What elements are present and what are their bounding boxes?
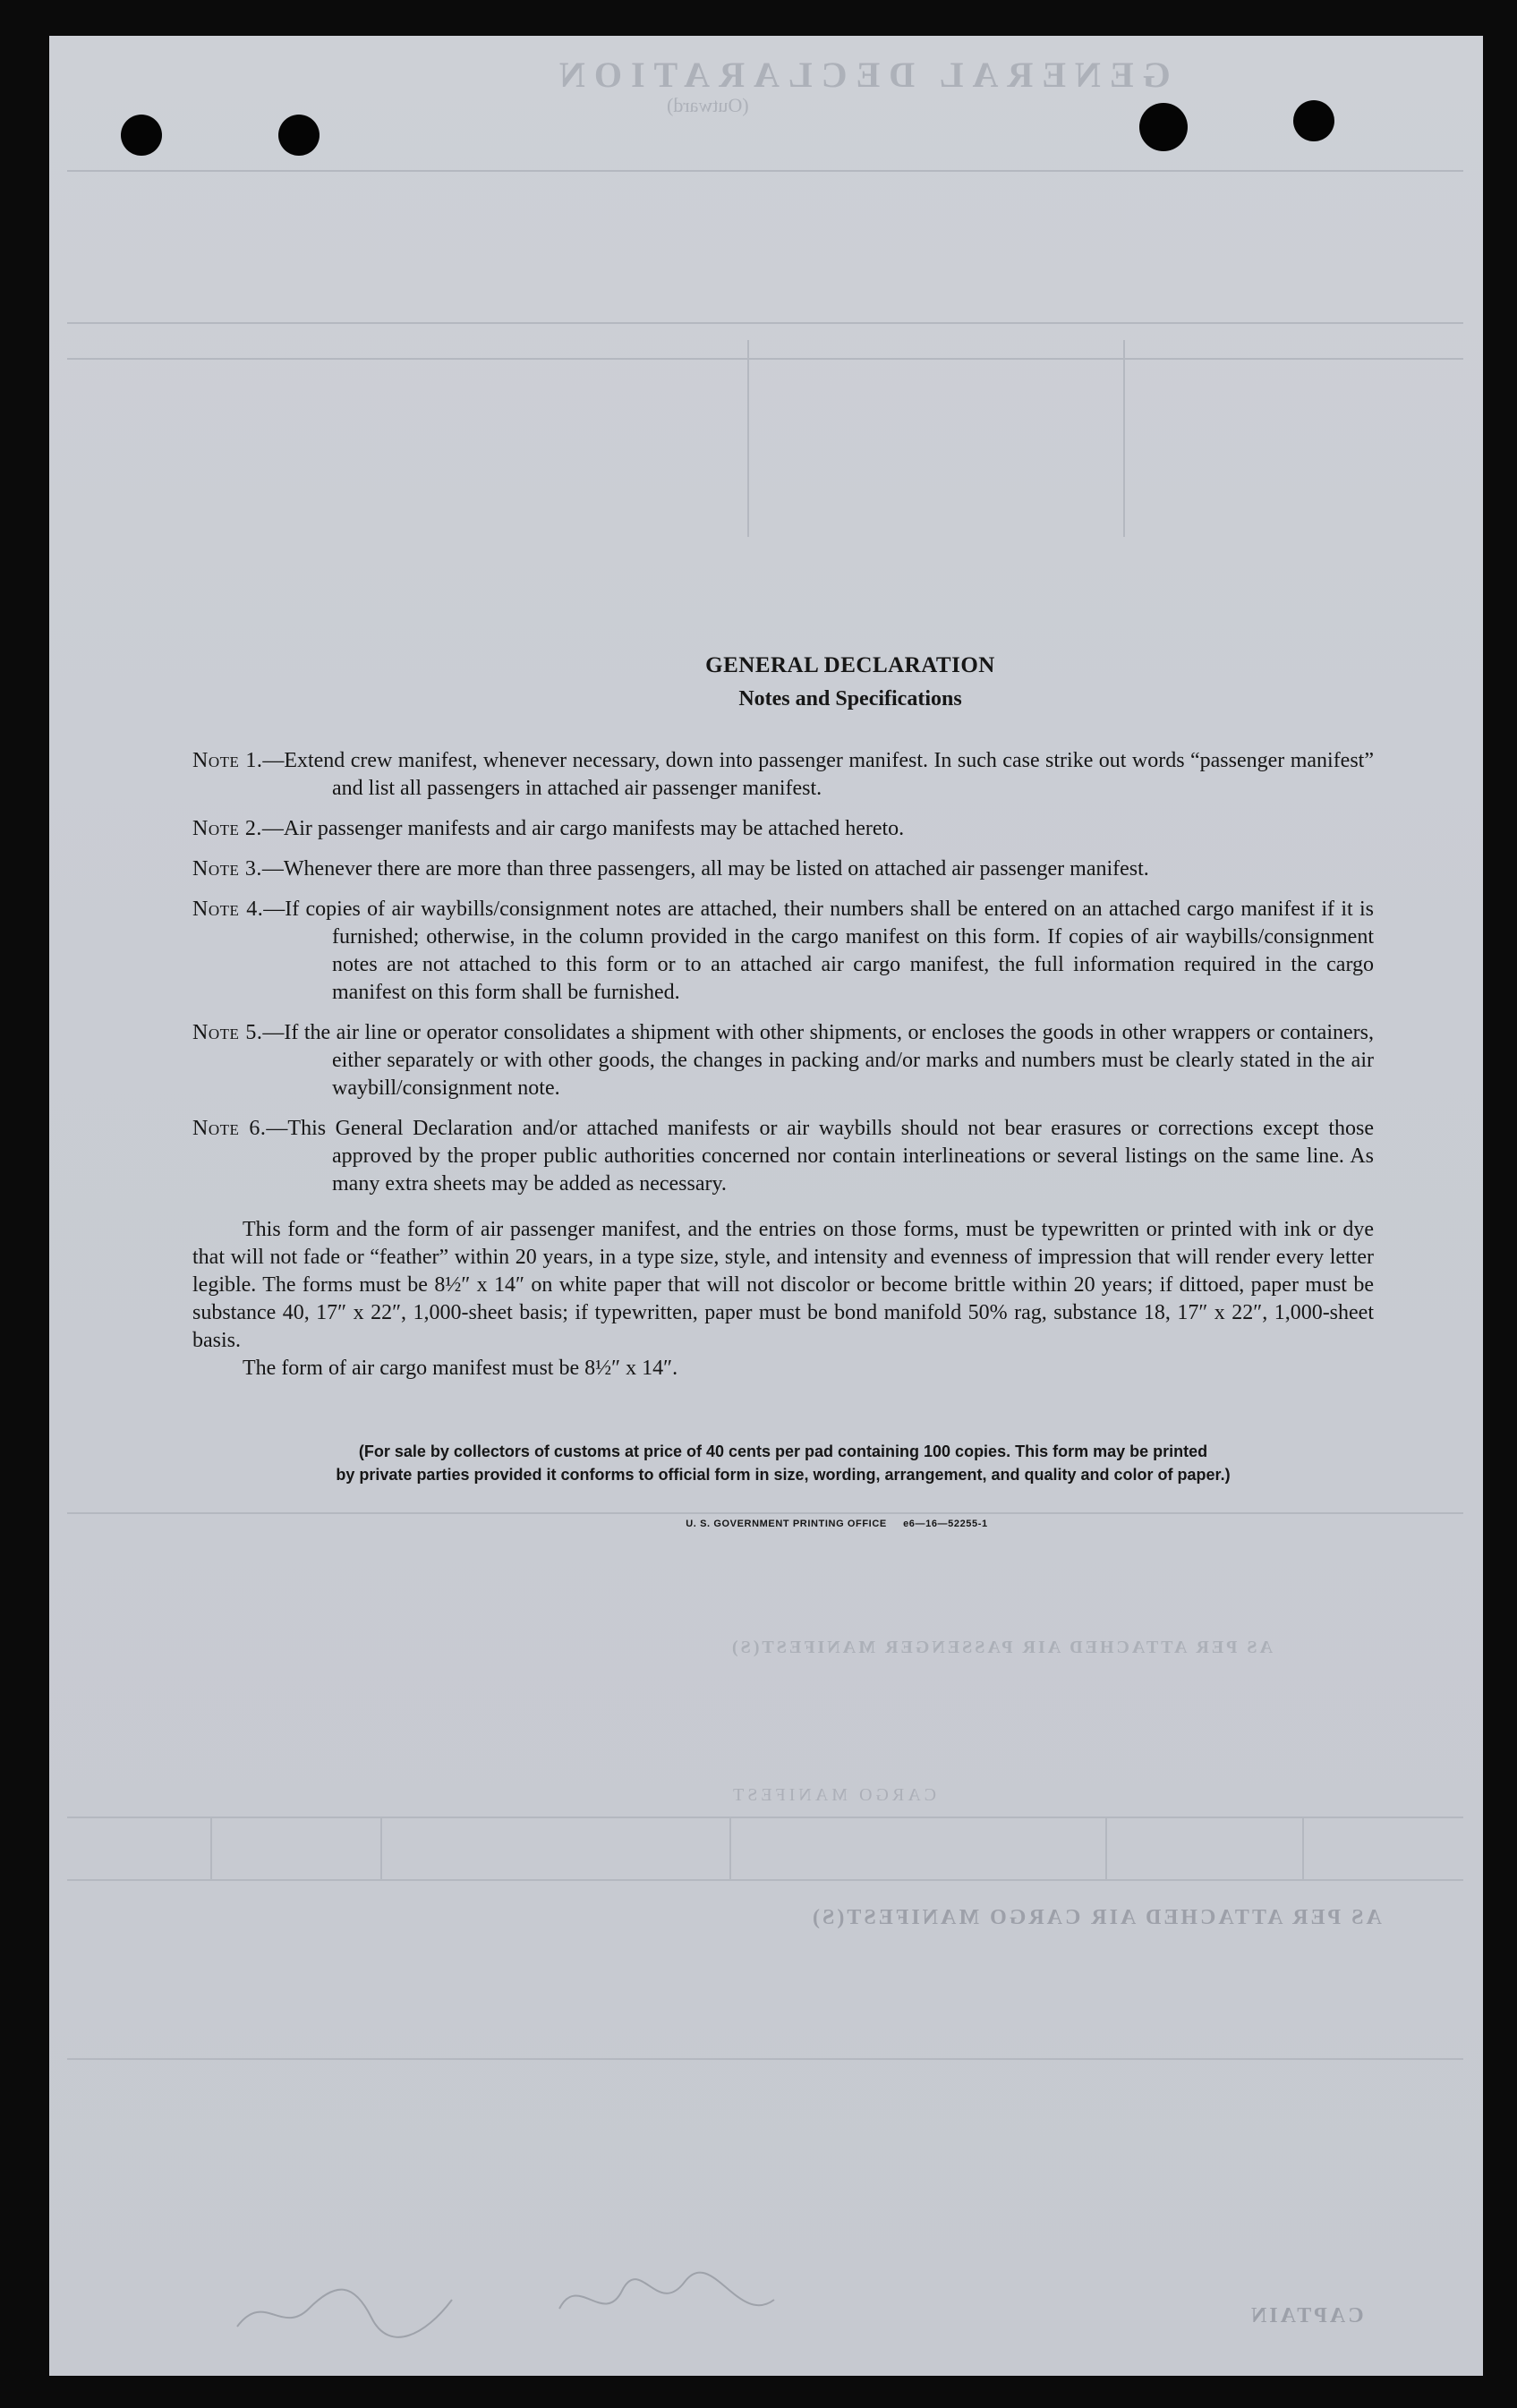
punch-hole-4: [1293, 100, 1334, 141]
note-4: Note 4.—If copies of air waybills/consignment notes are attached, their numbers shall be entered on an attached cargo manifest if it is furnished; otherwise, in the column provided in the cargo manifest on this form. If copies of air waybills/consignment notes are not attached to this form or to an attached air cargo manifest, the full information required in the cargo manifest on this form shall be furnished.: [192, 898, 1374, 1004]
note-2: Note 2.—Air passenger manifests and air cargo manifests may be attached hereto.: [192, 817, 905, 840]
punch-hole-3: [1139, 103, 1188, 151]
notes-list: [192, 747, 1374, 1198]
bleed-line: [67, 1817, 1463, 1818]
bleed-vline: [1302, 1817, 1304, 1879]
printing-office-imprint: U. S. GOVERNMENT PRINTING OFFICE e6—16—52255-1: [686, 1519, 988, 1529]
bleed-line: [67, 1879, 1463, 1881]
bleed-through-signature: [228, 2273, 461, 2344]
note-3: Note 3.—Whenever there are more than three passengers, all may be listed on attached air passenger manifest.: [192, 857, 1149, 881]
bleed-through-captain: CAPTAIN: [1249, 2304, 1364, 2327]
bleed-vline: [210, 1817, 212, 1879]
notes-document: [192, 653, 1374, 1529]
sale-notice-line-1: (For sale by collectors of customs at price of 40 cents per pad containing 100 copies. This form may be printed: [358, 1442, 1208, 1460]
note-label: Note 4.: [192, 898, 264, 921]
note-1: Note 1.—Extend crew manifest, whenever necessary, down into passenger manifest. In such case strike out words “passenger manifest” and list all passengers in attached air passenger manifest.: [192, 749, 1374, 800]
sale-notice-line-2: by private parties provided it conforms to official form in size, wording, arrangement, and quality and color of paper.): [336, 1466, 1231, 1484]
note-label: Note 1.: [192, 749, 263, 772]
bleed-line: [67, 2058, 1463, 2060]
bleed-through-passenger-heading: AS PER ATTACHED AIR PASSENGER MANIFEST(S): [729, 1638, 1273, 1657]
specification-paragraph: This form and the form of air passenger manifest, and the entries on those forms, must be typewritten or printed with ink or dye that will not fade or “feather” within 20 years, in a type size, style, and intensity and evenness of impression that will render every letter legible. The forms must be 8½″ x 14″ on white paper that will not discolor or become brittle within 20 years; if dittoed, paper must be substance 40, 17″ x 22″, 1,000-sheet basis; if typewritten, paper must be bond manifold 50% rag, substance 18, 17″ x 22″, 1,000-sheet basis.: [192, 1218, 1374, 1352]
document-title: GENERAL DECLARATION: [705, 653, 995, 677]
bleed-through-cargo-manifest: CARGO MANIFEST: [729, 1785, 937, 1805]
bleed-through-cargo-heading: AS PER ATTACHED AIR CARGO MANIFEST(S): [810, 1906, 1382, 1929]
bleed-through-subheader: (Outward): [667, 94, 749, 116]
bleed-line: [67, 322, 1463, 324]
note-text: If copies of air waybills/consignment notes are attached, their numbers shall be entered on an attached cargo manifest if it is furnished; otherwise, in the column provided in the cargo manifest on this form. If copies of air waybills/consignment notes are not attached to this form or to an attached air cargo manifest, the full information required in the cargo manifest on this form shall be furnished.: [285, 898, 1374, 1004]
bleed-through-header: GENERAL DECLARATION: [550, 55, 1171, 95]
punch-hole-2: [278, 115, 320, 156]
note-text: Extend crew manifest, whenever necessary, down into passenger manifest. In such case strike out words “passenger manifest” and list all passengers in attached air passenger manifest.: [284, 749, 1374, 800]
bleed-through-signature-2: [550, 2264, 783, 2336]
punch-hole-1: [121, 115, 162, 156]
bleed-vline: [729, 1817, 731, 1879]
bleed-vline: [747, 340, 749, 537]
document-subtitle: Notes and Specifications: [738, 687, 962, 710]
note-label: Note 3.: [192, 857, 262, 881]
note-text: Whenever there are more than three passengers, all may be listed on attached air passenger manifest.: [283, 857, 1149, 881]
bleed-vline: [1105, 1817, 1107, 1879]
note-label: Note 2.: [192, 817, 262, 840]
bleed-line: [67, 358, 1463, 360]
note-text: This General Declaration and/or attached manifests or air waybills should not bear erasures or corrections except those approved by the proper public authorities concerned nor contain interlineations or several listings on the same line. As many extra sheets may be added as necessary.: [287, 1117, 1374, 1195]
document-sheet: [49, 36, 1483, 2376]
bleed-vline: [380, 1817, 382, 1879]
note-text: Air passenger manifests and air cargo manifests may be attached hereto.: [283, 817, 905, 840]
note-6: Note 6.—This General Declaration and/or attached manifests or air waybills should not bear erasures or corrections except those approved by the proper public authorities concerned nor contain interlineations or several listings on the same line. As many extra sheets may be added as necessary.: [192, 1117, 1374, 1195]
note-label: Note 5.: [192, 1021, 263, 1044]
note-label: Note 6.: [192, 1117, 267, 1140]
cargo-manifest-size-note: The form of air cargo manifest must be 8½″ x 14″.: [243, 1357, 678, 1380]
bleed-vline: [1123, 340, 1125, 537]
sale-notice: [192, 1440, 1374, 1486]
note-text: If the air line or operator consolidates a shipment with other shipments, or encloses the goods in other wrappers or containers, either separately or with other goods, the changes in packing and/or marks and numbers must be clearly stated in the air waybill/consignment note.: [284, 1021, 1374, 1100]
note-5: Note 5.—If the air line or operator consolidates a shipment with other shipments, or encloses the goods in other wrappers or containers, either separately or with other goods, the changes in packing and/or marks and numbers must be clearly stated in the air waybill/consignment note.: [192, 1021, 1374, 1100]
bleed-line: [67, 170, 1463, 172]
